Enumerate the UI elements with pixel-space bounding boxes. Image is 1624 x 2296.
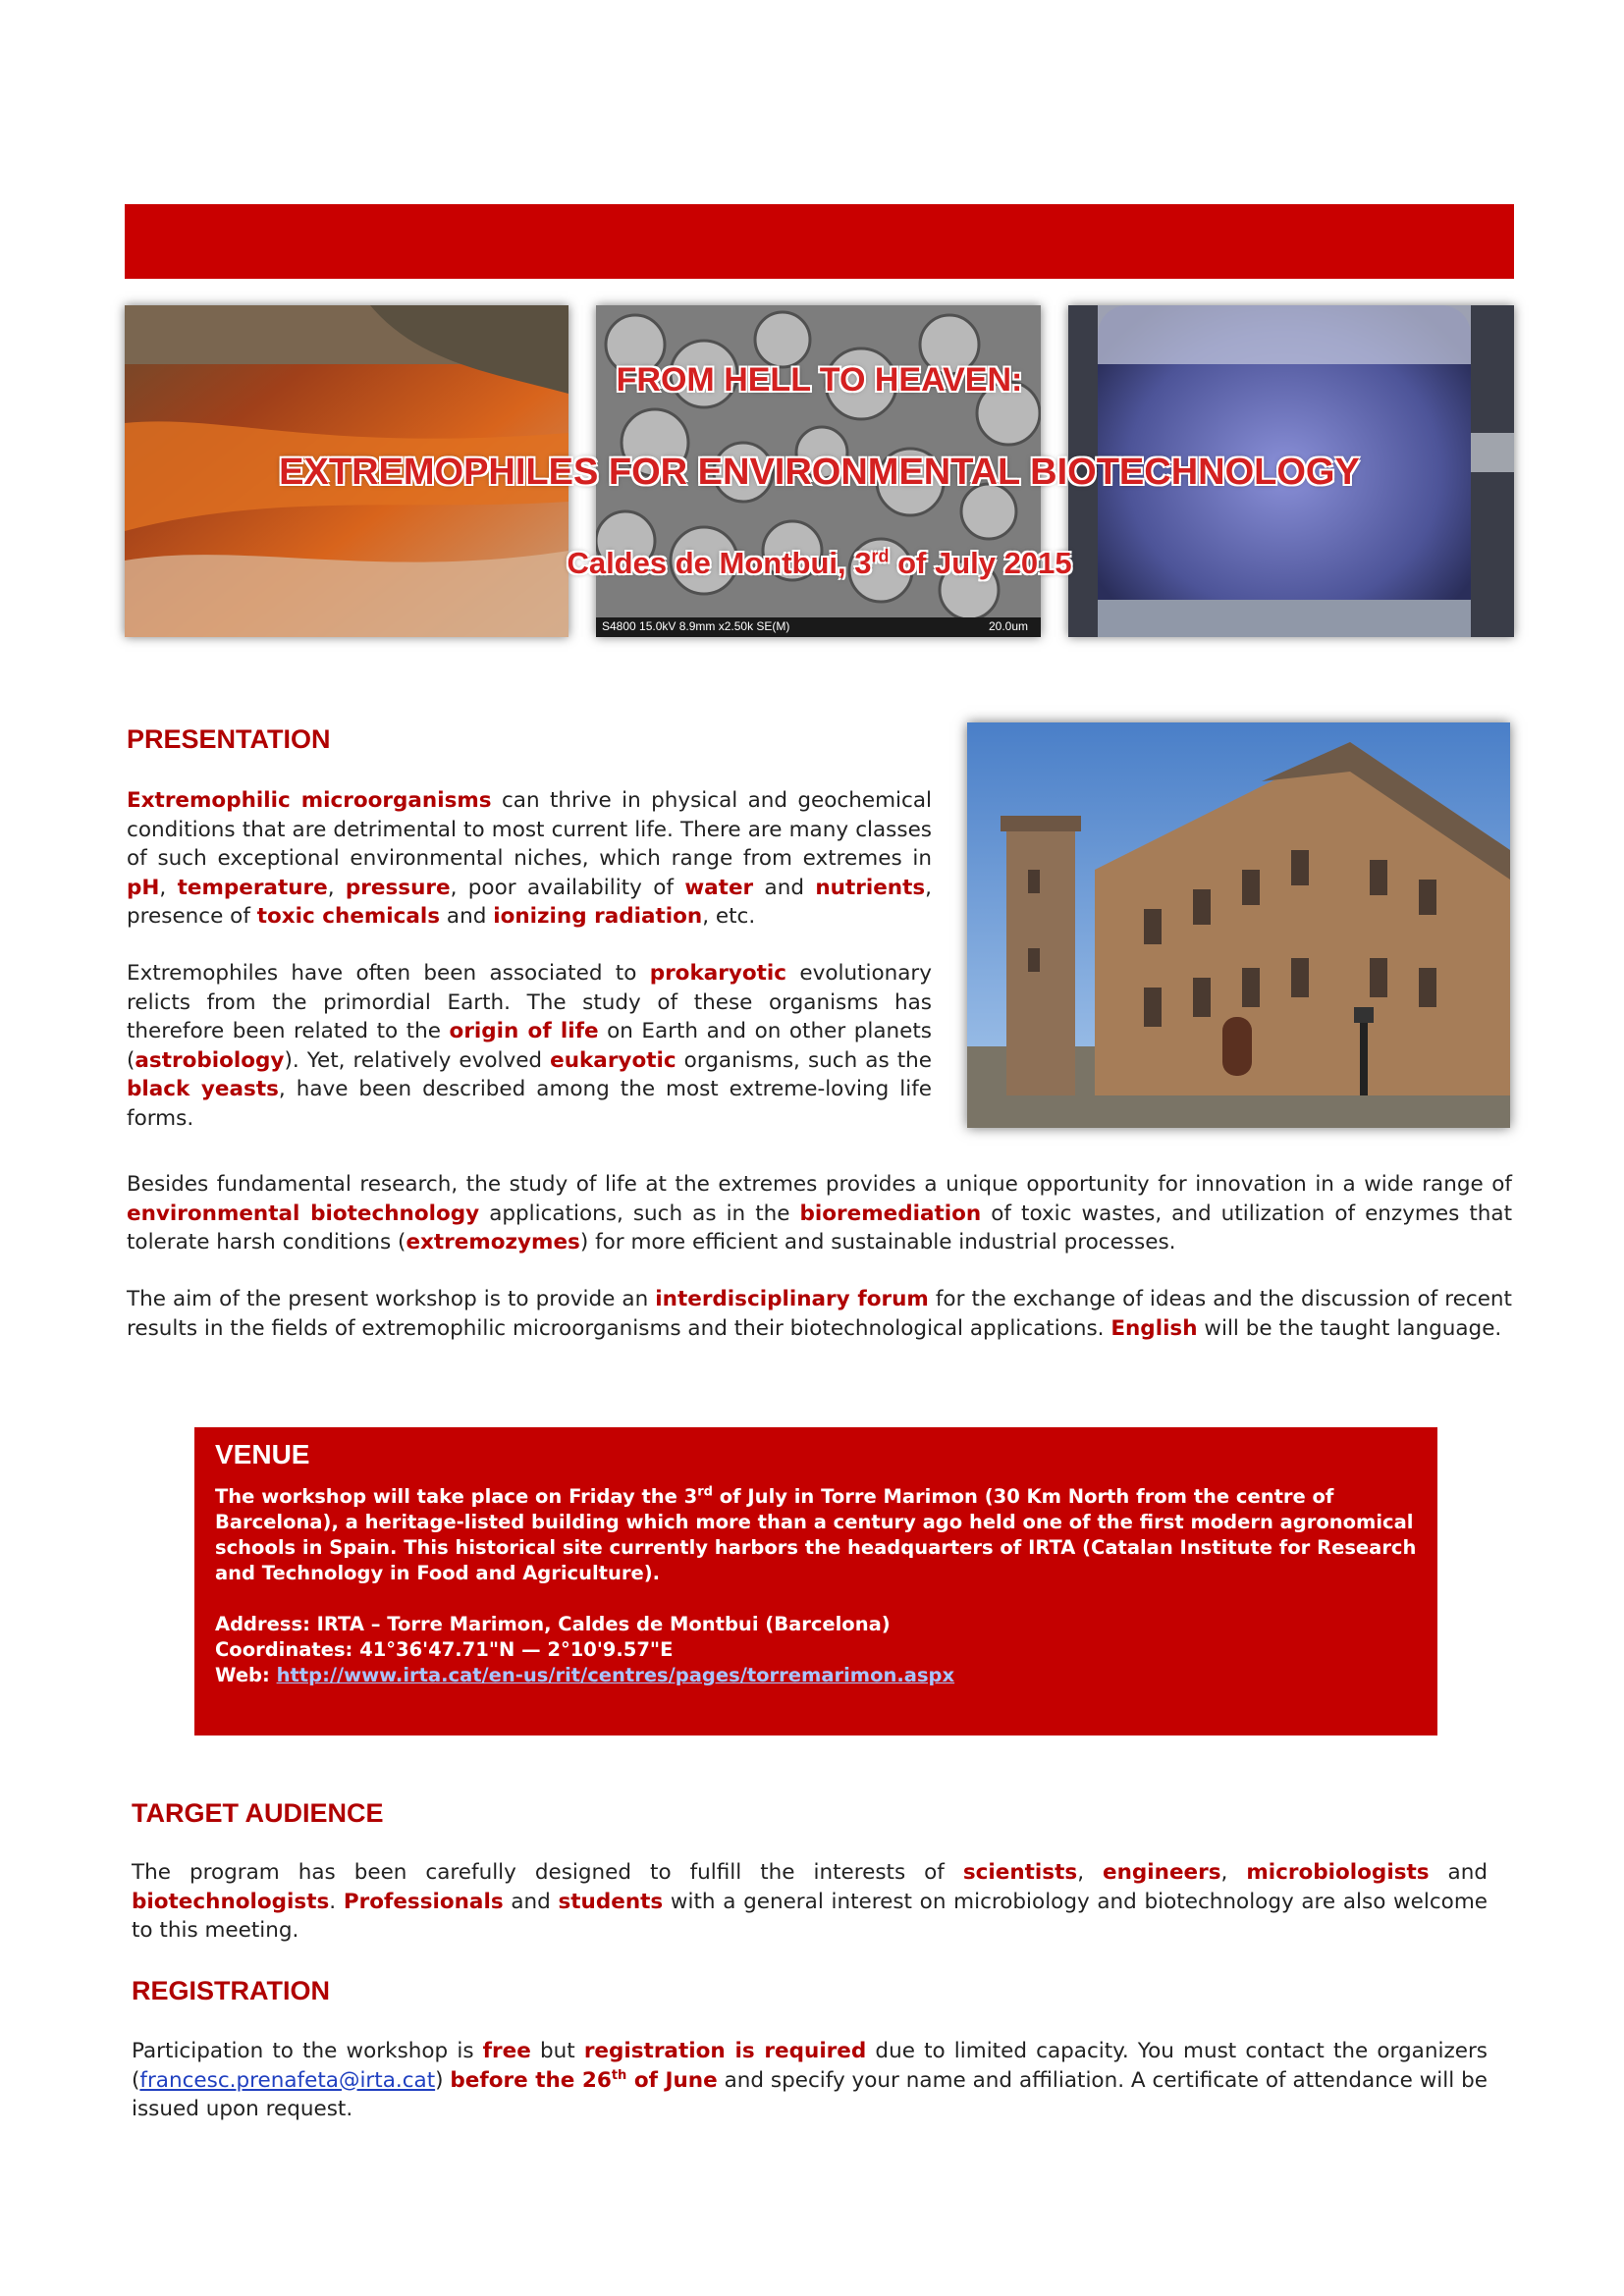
presentation-heading: PRESENTATION <box>127 724 331 754</box>
target-audience-heading: TARGET AUDIENCE <box>132 1798 384 1828</box>
torre-marimon-photo <box>967 722 1510 1128</box>
presentation-paragraph-4: The aim of the present workshop is to provide an interdisciplinary forum for the exchange of ideas and the discussion of recent results in the fields of extremophilic microorganisms and their biotechnological applications. English will be the taught language. <box>127 1287 1512 1341</box>
venue-web-link[interactable]: http://www.irta.cat/en-us/rit/centres/pages/torremarimon.aspx <box>276 1664 955 1686</box>
venue-description: The workshop will take place on Friday the 3rd of July in Torre Marimon (30 Km North from the centre of Barcelona), a heritage-listed building which more than a century ago held one of the first modern agronomical schools in Spain. This historical site currently harbors the headquarters of IRTA (Catalan Institute for Research and Technology in Food and Agriculture). <box>215 1484 1417 1584</box>
registration-heading: REGISTRATION <box>132 1976 330 2005</box>
venue-address: Address: IRTA – Torre Marimon, Caldes de Montbui (Barcelona) <box>215 1613 891 1635</box>
target-audience-paragraph: The program has been carefully designed to fulfill the interests of scientists, engineers, microbiologists and biotechnologists. Professionals and students with a general interest on microbiology and biotechnology are also welcome to this meeting. <box>132 1860 1489 1943</box>
presentation-paragraph-2: Extremophiles have often been associated to prokaryotic evolutionary relicts from the primordial Earth. The study of these organisms has therefore been related to the origin of life on Earth and on other planets (astrobiology). Yet, relatively evolved eukaryotic organisms, such as the black yeasts, have been described among the most extreme-loving life forms. <box>127 961 933 1131</box>
header-red-bar <box>125 204 1514 279</box>
presentation-paragraph-3: Besides fundamental research, the study of life at the extremes provides a unique opportunity for innovation in a wide range of environmental biotechnology applications, such as in the bioremediation of toxic wastes, and utilization of enzymes that tolerate harsh conditions (extremozymes) for more efficient and sustainable industrial processes. <box>127 1172 1512 1255</box>
presentation-paragraph-1: Extremophilic microorganisms can thrive in physical and geochemical conditions that are detrimental to most current life. There are many classes of such exceptional environmental niches, which range from extremes in pH, temperature, pressure, poor availability of water and nutrients, presence of toxic chemicals and ionizing radiation, etc. <box>127 788 933 929</box>
sem-caption-left: S4800 15.0kV 8.9mm x2.50k SE(M) <box>602 619 790 633</box>
venue-box <box>194 1427 1437 1735</box>
organizer-email-link[interactable]: francesc.prenafeta@irta.cat <box>139 2067 436 2093</box>
registration-paragraph: Participation to the workshop is free but registration is required due to limited capacity. You must contact the organizers (francesc.prenafeta@irta.cat) before the 26th of June and specify your name and affiliation. A certificate of attendance will be issued upon request. <box>132 2039 1488 2121</box>
banner-title-line3: Caldes de Montbui, 3rd of July 2015 <box>567 546 1072 580</box>
venue-web: Web: http://www.irta.cat/en-us/rit/centres/pages/torremarimon.aspx <box>215 1664 955 1686</box>
banner-title-line2: EXTREMOPHILES FOR ENVIRONMENTAL BIOTECHNOLOGY <box>279 452 1360 493</box>
venue-heading: VENUE <box>215 1439 310 1469</box>
venue-coordinates: Coordinates: 41°36'47.71"N — 2°10'9.57"E <box>215 1638 674 1661</box>
banner-title-line1: FROM HELL TO HEAVEN: <box>616 361 1023 399</box>
sem-caption-right: 20.0um <box>989 619 1029 633</box>
